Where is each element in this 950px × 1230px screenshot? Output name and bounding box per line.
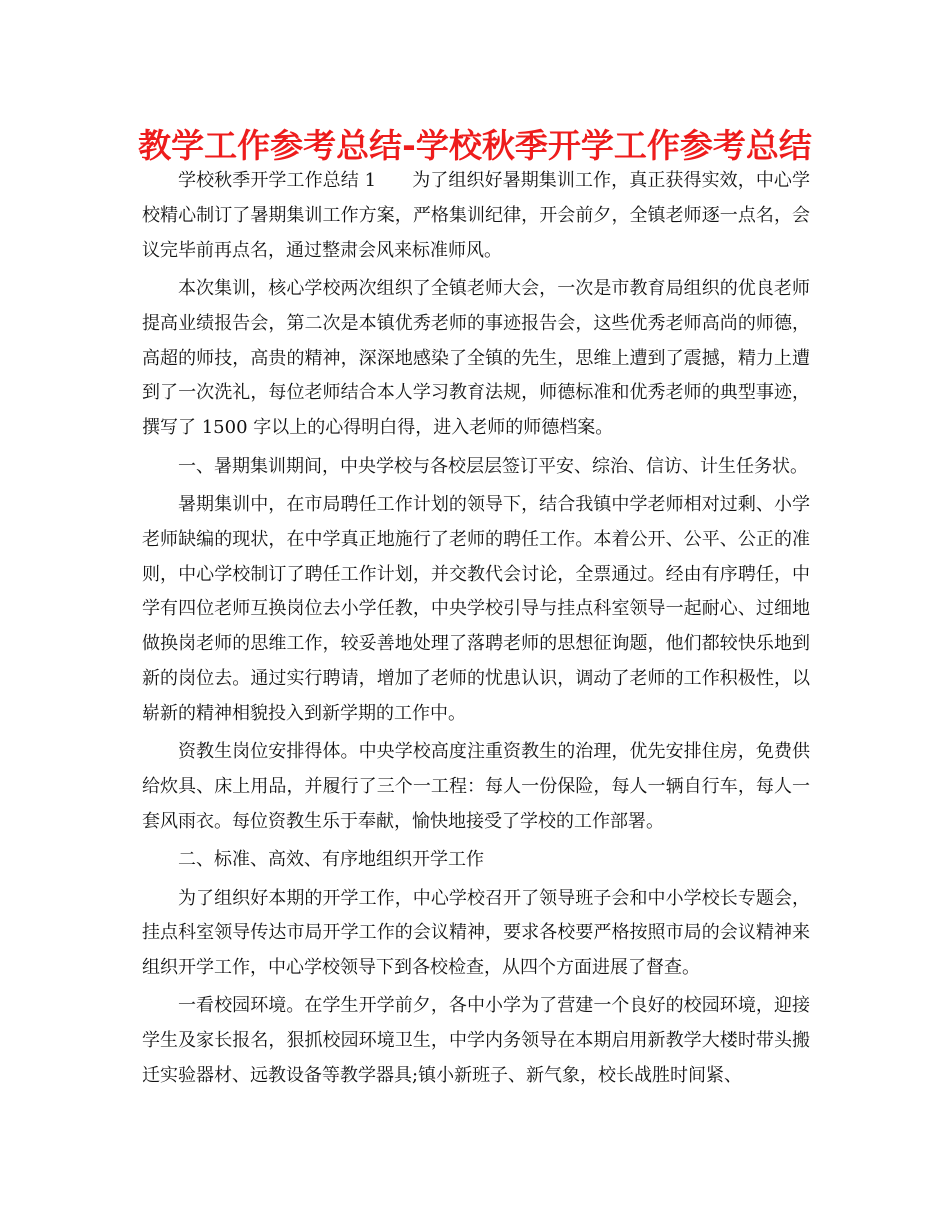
paragraph-4: 暑期集训中，在市局聘任工作计划的领导下，结合我镇中学老师相对过剩、小学老师缺编的现状，在中学真正地施行了老师的聘任工作。本着公开、公平、公正的准则，中心学校制订了聘任工作计划，并交教代会讨论，全票通过。经由有序聘任，中学有四位老师互换岗位去小学任教，中央学校引导与挂点科室领导一起耐心、过细地做换岗老师的思维工作，较妥善地处理了落聘老师的思想征询题，他们都较快乐地到新的岗位去。通过实行聘请，增加了老师的忧患认识，调动了老师的工作积极性，以崭新的精神相貌投入到新学期的工作中。 [142,493,810,724]
document-title: 教学工作参考总结-学校秋季开学工作参考总结 [138,126,812,165]
paragraph-5: 资教生岗位安排得体。中央学校高度注重资教生的治理，优先安排住房，免费供给炊具、床上用品，并履行了三个一工程：每人一份保险，每人一辆自行车，每人一套风雨衣。每位资教生乐于奉献，愉快地接受了学校的工作部署。 [142,741,810,832]
paragraph-text: 为了组织好暑期集训工作，真正获得实效，中心学校精心制订了暑期集训工作方案，严格集训纪律，开会前夕，全镇老师逐一点名，会议完毕前再点名，通过整肃会风来标准师风。 [142,170,810,261]
paragraph-6: 二、标准、高效、有序地组织开学工作 [178,849,484,871]
document-body [142,164,810,1097]
paragraph-3: 一、暑期集训期间，中央学校与各校层层签订平安、综治、信访、计生任务状。 [178,455,808,477]
paragraph-1 [142,164,810,268]
paragraph-8: 一看校园环境。在学生开学前夕，各中小学为了营建一个良好的校园环境，迎接学生及家长报名，狠抓校园环境卫生，中学内务领导在本期启用新教学大楼时带头搬迁实验器材、远教设备等教学器具;镇小新班子、新气象，校长战胜时间紧、 [142,995,810,1087]
paragraph-7: 为了组织好本期的开学工作，中心学校召开了领导班子会和中小学校长专题会，挂点科室领导传达市局开学工作的会议精神，要求各校要严格按照市局的会议精神来组织开学工作，中心学校领导下到各校检查，从四个方面进展了督查。 [142,887,810,979]
paragraph-2: 本次集训，核心学校两次组织了全镇老师大会，一次是市教育局组织的优良老师提高业绩报告会，第二次是本镇优秀老师的事迹报告会，这些优秀老师高尚的师德，高超的师技，高贵的精神，深深地感染了全镇的先生，思维上遭到了震撼，精力上遭到了一次洗礼，每位老师结合本人学习教育法规，师德标准和优秀老师的典型事迹，撰写了 1500 字以上的心得明白得，进入老师的师德档案。 [142,277,810,439]
paragraph-lead: 学校秋季开学工作总结 1 [178,170,377,191]
